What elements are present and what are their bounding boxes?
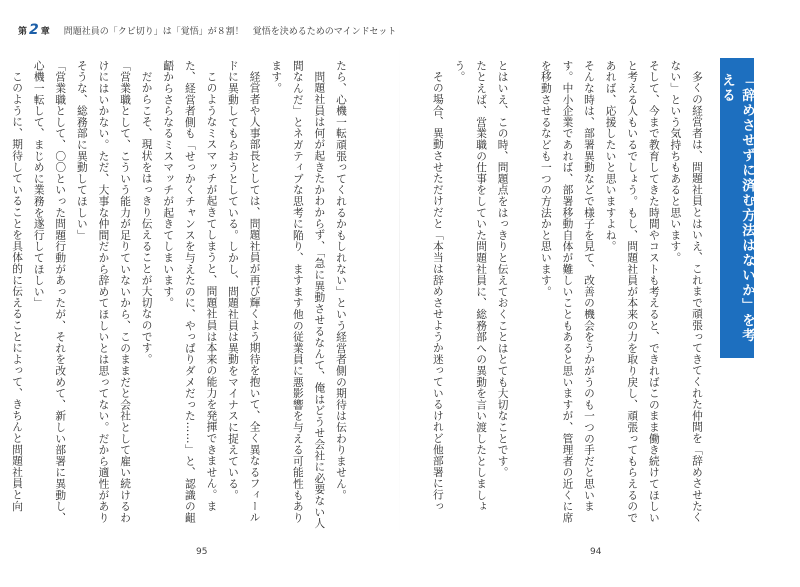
paragraph: だからこそ、現状をはっきり伝えることが大切なのです。: [140, 70, 154, 365]
paragraph: このように、期待していることを具体的に伝えることによって、きちんと問題社員と向: [11, 70, 25, 512]
paragraph: 「営業職として、こういう能力が足りていないから、このままだと会社として雇い続けるわけにはいかない。ただ、大事な仲間だから辞めてほしいとは思ってない。だから適性がありそうな、総務部に異動してほしい」: [75, 60, 133, 524]
page-number-right: 94: [590, 547, 602, 557]
page-gutter: [399, 40, 400, 540]
right-page-body: [418, 60, 708, 530]
chapter-title: 問題社員の「クビ切り」は「覚悟」が８割！ 覚悟を決めるためのマインドセット: [63, 27, 397, 37]
paragraph: そして、今まで教育してきた時間やコストも考えると、できればこのまま働き続けてほしいと考える人もいるでしょう。もし、問題社員が本来の力を取り戻し、頑張ってもらえるのであれば、応援したいと思いますよね。: [604, 60, 661, 524]
paragraph: とはいえ、この時、問題点をはっきりと伝えておくことはとても大切なことです。: [496, 60, 510, 479]
paragraph: 多くの経営者は、問題社員とはいえ、これまで頑張ってきてくれた仲間を「辞めさせたくない」という気持ちもあると思います。: [669, 60, 704, 523]
paragraph: 「営業職として、〇〇といった問題行動があったが、それを改めて、新しい部署に異動し、心機一転して、まじめに業務を遂行してほしい」: [32, 60, 68, 524]
chapter-prefix: 第: [18, 27, 28, 37]
running-header: [18, 22, 396, 38]
paragraph: そんな時は、部署異動などで様子を見て、改善の機会をうかがうのも一つの手だと思います。中小企業であれば、部署移動自体が難しいこともあると思いますが、管理者の近くに席を移動させるなども一つの方法かと思います。: [539, 60, 597, 524]
chapter-number: 2: [29, 22, 39, 38]
paragraph: [514, 60, 536, 530]
paragraph: たら、心機一転頑張ってくれるかもしれない」という経営者側の期待は伝わりません。: [335, 60, 348, 501]
paragraph: 経営者や人事部長としては、問題社員が再び輝くよう期待を抱いて、全く異なるフィールドに異動してもらおうとしている。しかし、問題社員は異動をマイナスに捉えている。: [227, 60, 262, 523]
paragraph: このようなミスマッチが起きてしまうと、問題社員は本来の能力を発揮できません。また、経営者側も「せっかくチャンスを与えたのに、やっぱりダメだった……」と、認識の齟齬からさらなるミスマッチが起きてしまいます。: [162, 60, 219, 524]
page-number-left: 95: [196, 547, 208, 557]
section-heading: 「辞めさせずに済む方法はないか」を考える: [719, 73, 755, 343]
paragraph: 問題社員は何が起きたかわからず、「急に異動させるなんて、俺はどうせ会社に必要ない人間なんだ」とネガティブな思考に陥り、ますます他の従業員に悪影響を与える可能性もあります。: [270, 60, 327, 529]
chapter-mark: [18, 22, 50, 38]
section-heading-box: [720, 58, 754, 358]
paragraph: たとえば、営業職の仕事をしていた問題社員に、総務部への異動を言い渡したとしましょう。: [453, 60, 489, 512]
paragraph: その場合、異動させただけだと「本当は辞めさせようか迷っているけれど他部署に行っ: [431, 70, 445, 512]
chapter-suffix: 章: [40, 27, 50, 37]
left-page-body: [11, 60, 352, 530]
